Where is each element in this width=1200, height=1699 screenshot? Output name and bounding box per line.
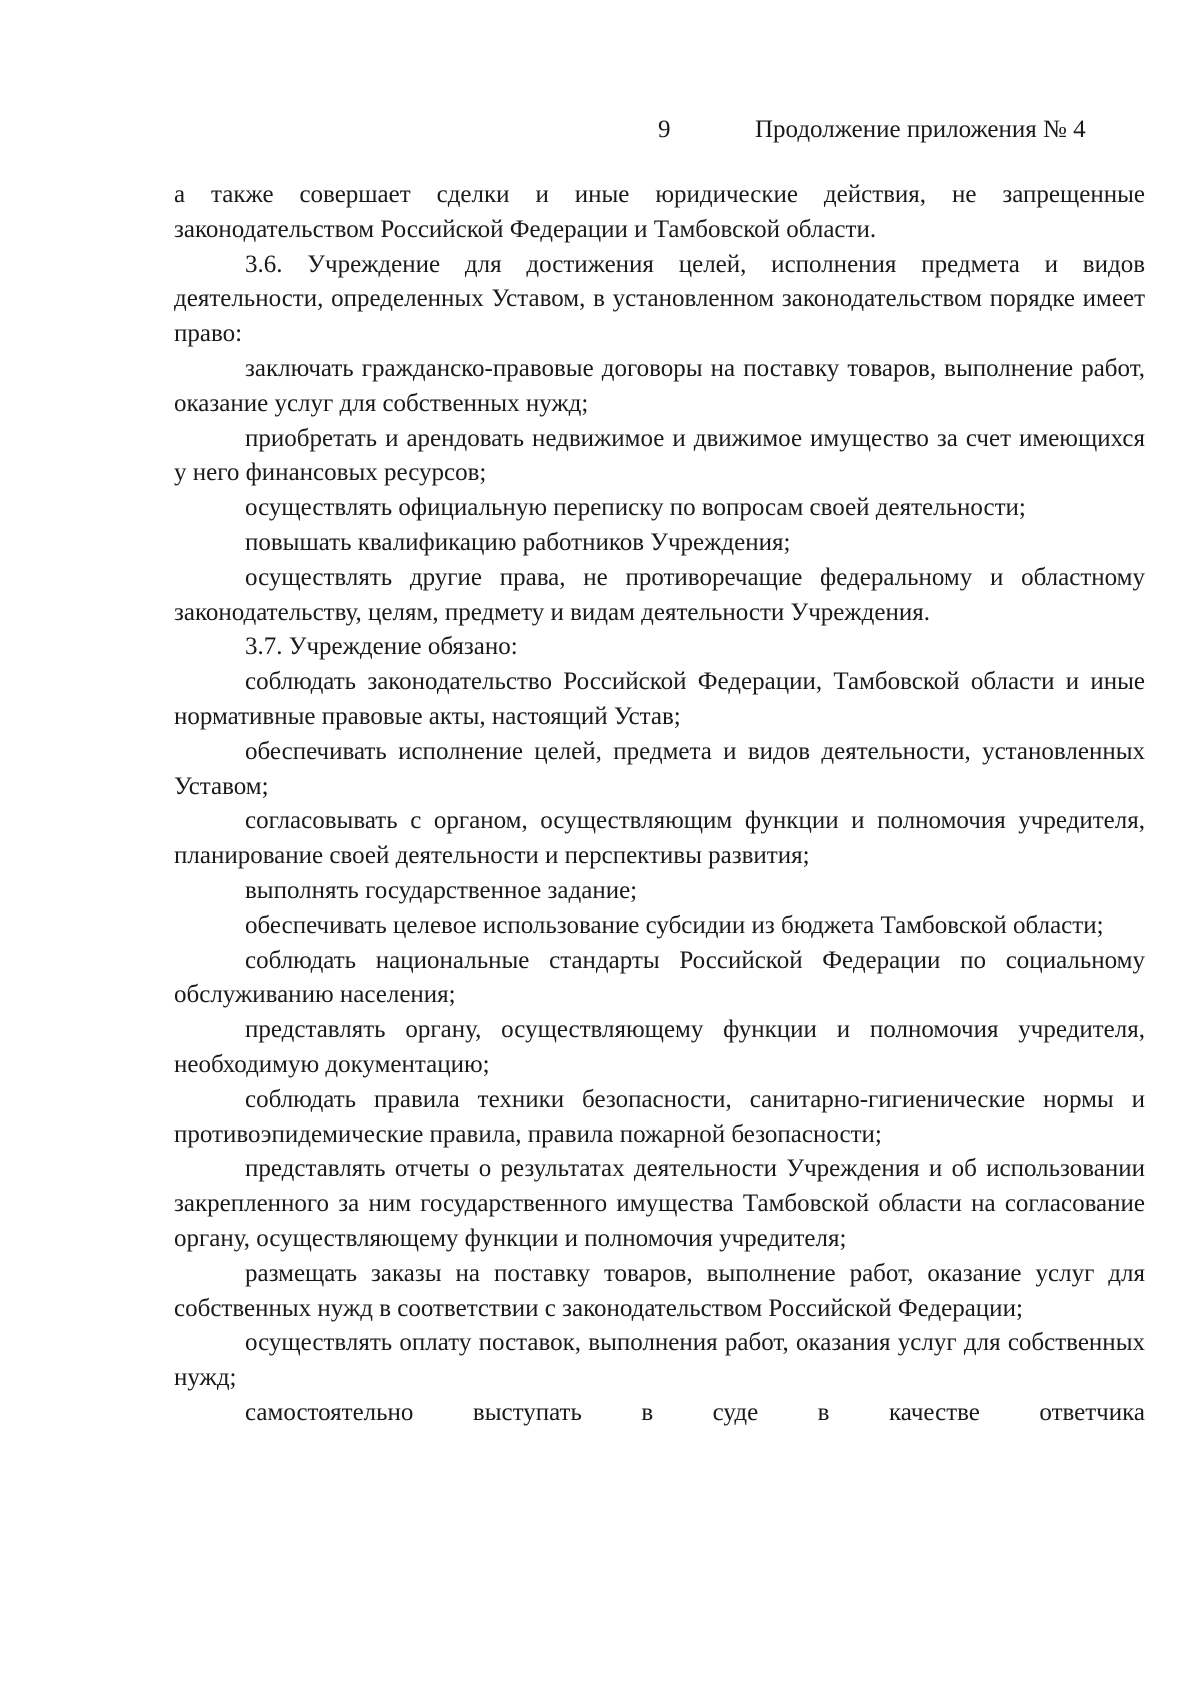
paragraph-duty-goals: обеспечивать исполнение целей, предмета и видов деятельности, установленных Уставом; (174, 737, 1145, 800)
paragraph-right-other: осуществлять другие права, не противоречащие федеральному и областному законодательству, целям, предмету и видам деятельности Учреждения. (174, 563, 1145, 626)
paragraph-clause-3-6: 3.6. Учреждение для достижения целей, исполнения предмета и видов деятельности, определенных Уставом, в установленном законодательством порядке имеет право: (174, 250, 1145, 348)
paragraph-right-contracts: заключать гражданско-правовые договоры на поставку товаров, выполнение работ, оказание услуг для собственных нужд; (174, 354, 1145, 417)
paragraph-duty-subsidy: обеспечивать целевое использование субсидии из бюджета Тамбовской области; (245, 911, 1104, 939)
paragraph-duty-comply: соблюдать законодательство Российской Федерации, Тамбовской области и иные нормативные правовые акты, настоящий Устав; (174, 668, 1145, 730)
document-body (174, 178, 1145, 1431)
paragraph-duty-reports: представлять отчеты о результатах деятельности Учреждения и об использовании закрепленного за ним государственного имущества Тамбовской области на согласование органу, осуществляющему функции и полномочия учредителя; (174, 1155, 1145, 1252)
paragraph-right-qualification: повышать квалификацию работников Учреждения; (245, 528, 791, 556)
paragraph-duty-state-task: выполнять государственное задание; (245, 876, 638, 904)
paragraph-duty-documents: представлять органу, осуществляющему функции и полномочия учредителя, необходимую документацию; (174, 1016, 1145, 1078)
paragraph-clause-3-7: 3.7. Учреждение обязано: (245, 633, 518, 661)
paragraph-duty-court: самостоятельно выступать в суде в качестве ответчика (245, 1398, 1145, 1426)
paragraph-right-property: приобретать и арендовать недвижимое и движимое имущество за счет имеющихся у него финансовых ресурсов; (174, 424, 1145, 487)
paragraph-duty-approve: согласовывать с органом, осуществляющим функции и полномочия учредителя, планирование своей деятельности и перспективы развития; (174, 807, 1145, 870)
page-number: 9 (658, 116, 671, 143)
paragraph-continuation: а также совершает сделки и иные юридические действия, не запрещенные законодательством Российской Федерации и Тамбовской области. (174, 181, 1145, 243)
page-header-title: Продолжение приложения № 4 (755, 116, 1086, 143)
paragraph-duty-standards: соблюдать национальные стандарты Российской Федерации по социальному обслуживанию населения; (174, 946, 1145, 1009)
paragraph-duty-orders: размещать заказы на поставку товаров, выполнение работ, оказание услуг для собственных нужд в соответствии с законодательством Российской Федерации; (174, 1259, 1145, 1322)
paragraph-duty-safety: соблюдать правила техники безопасности, санитарно-гигиенические нормы и противоэпидемические правила, правила пожарной безопасности; (174, 1085, 1145, 1148)
paragraph-right-correspondence: осуществлять официальную переписку по вопросам своей деятельности; (245, 494, 1026, 522)
paragraph-duty-payment: осуществлять оплату поставок, выполнения работ, оказания услуг для собственных нужд; (174, 1329, 1145, 1392)
